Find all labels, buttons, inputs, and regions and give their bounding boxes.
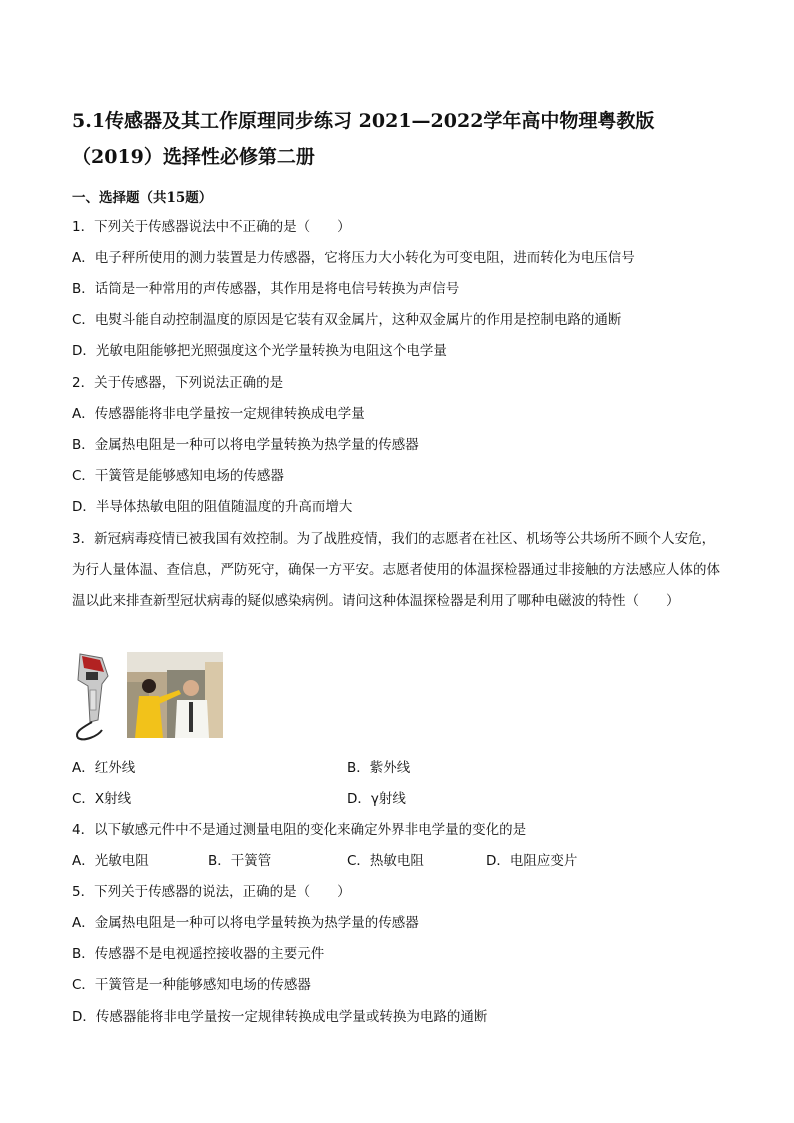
q2-option-b: B．金属热电阻是一种可以将电学量转换为热学量的传感器 xyxy=(72,437,419,453)
q2-stem: 2．关于传感器，下列说法正确的是 xyxy=(72,375,284,391)
q1-option-d: D．光敏电阻能够把光照强度这个光学量转换为电阻这个电学量 xyxy=(72,343,447,359)
q5-option-c: C．干簧管是一种能够感知电场的传感器 xyxy=(72,977,311,993)
q4-option-d: D．电阻应变片 xyxy=(486,853,578,869)
section-heading: 一、选择题（共15题） xyxy=(72,190,213,206)
q5-stem: 5．下列关于传感器的说法，正确的是（ ） xyxy=(72,884,351,900)
q2-option-a: A．传感器能将非电学量按一定规律转换成电学量 xyxy=(72,406,365,422)
q3-option-a: A．红外线 xyxy=(72,760,136,776)
q4-option-b: B．干簧管 xyxy=(208,853,272,869)
q4-option-a: A．光敏电阻 xyxy=(72,853,149,869)
q3-option-c: C．X射线 xyxy=(72,791,132,807)
q4-option-c: C．热敏电阻 xyxy=(347,853,424,869)
q3-option-d: D．γ射线 xyxy=(347,791,406,807)
q3-option-b: B．紫外线 xyxy=(347,760,411,776)
q1-stem: 1．下列关于传感器说法中不正确的是（ ） xyxy=(72,219,351,235)
temperature-check-photo xyxy=(127,652,223,738)
q1-option-c: C．电熨斗能自动控制温度的原因是它装有双金属片，这种双金属片的作用是控制电路的通断 xyxy=(72,312,622,328)
infrared-thermometer-image xyxy=(72,650,114,742)
q3-stem: 3．新冠病毒疫情已被我国有效控制。为了战胜疫情，我们的志愿者在社区、机场等公共场所不顾个人安危，为行人量体温、查信息，严防死守，确保一方平安。志愿者使用的体温探检器通过非接触的方法感应人体的体温以此来排查新型冠状病毒的疑似感染病例。请问这种体温探检器是利用了哪种电磁波的特性（ ） xyxy=(72,531,720,609)
q2-option-d: D．半导体热敏电阻的阻值随温度的升高而增大 xyxy=(72,499,353,515)
document-title: 5.1传感器及其工作原理同步练习 2021—2022学年高中物理粤教版（2019）选择性必修第二册 xyxy=(72,110,655,168)
q5-option-b: B．传感器不是电视遥控接收器的主要元件 xyxy=(72,946,325,962)
q5-option-a: A．金属热电阻是一种可以将电学量转换为热学量的传感器 xyxy=(72,915,419,931)
q1-option-a: A．电子秤所使用的测力装置是力传感器，它将压力大小转化为可变电阻，进而转化为电压信号 xyxy=(72,250,635,266)
q4-stem: 4．以下敏感元件中不是通过测量电阻的变化来确定外界非电学量的变化的是 xyxy=(72,822,527,838)
q5-option-d: D．传感器能将非电学量按一定规律转换成电学量或转换为电路的通断 xyxy=(72,1009,488,1025)
q1-option-b: B．话筒是一种常用的声传感器，其作用是将电信号转换为声信号 xyxy=(72,281,460,297)
q2-option-c: C．干簧管是能够感知电场的传感器 xyxy=(72,468,284,484)
